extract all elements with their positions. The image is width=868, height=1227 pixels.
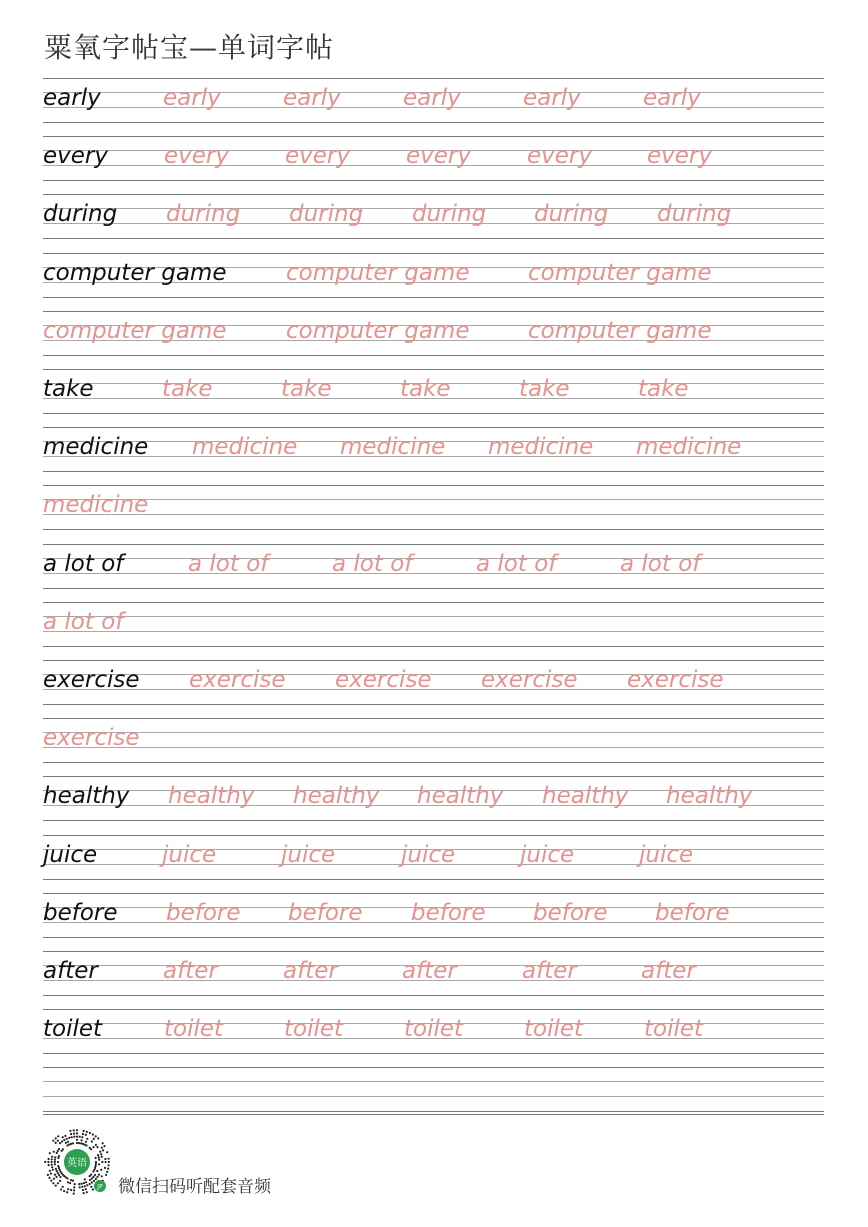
rule-line — [43, 646, 824, 647]
rule-line — [43, 704, 824, 705]
trace-word: healthy — [168, 783, 255, 810]
rule-line — [43, 544, 824, 545]
rule-line — [43, 820, 824, 821]
trace-word: during — [289, 201, 364, 228]
model-word: medicine — [43, 434, 149, 461]
writing-row — [43, 78, 824, 136]
trace-word: every — [406, 143, 471, 170]
rule-line — [43, 995, 824, 996]
trace-word: juice — [520, 841, 575, 868]
rule-line — [43, 427, 824, 428]
trace-word: after — [163, 958, 218, 984]
trace-word: during — [166, 201, 241, 228]
rule-line — [43, 951, 824, 952]
trace-word: exercise — [335, 667, 432, 693]
trace-word: toilet — [164, 1016, 224, 1043]
rule-line — [43, 499, 824, 500]
trace-word: computer game — [528, 317, 712, 344]
rule-line — [43, 616, 824, 617]
writing-row — [43, 253, 824, 311]
rule-line — [43, 180, 824, 181]
rule-line — [43, 893, 824, 894]
qr-code-icon[interactable] — [42, 1128, 112, 1198]
model-word: every — [43, 143, 108, 170]
writing-row — [43, 194, 824, 252]
trace-word: a lot of — [332, 550, 413, 577]
rule-line — [43, 297, 824, 298]
rule-line — [43, 514, 824, 515]
model-word: exercise — [43, 667, 140, 693]
model-word: after — [43, 958, 98, 984]
trace-word: before — [288, 899, 363, 926]
rule-line — [43, 238, 824, 239]
page-title: 粟氧字帖宝—单词字帖 — [44, 31, 335, 64]
writing-row — [43, 544, 824, 602]
rule-line — [43, 879, 824, 880]
trace-word: after — [641, 958, 696, 984]
writing-row — [43, 1009, 824, 1067]
rule-line — [43, 660, 824, 661]
trace-word: take — [638, 376, 689, 402]
trace-word: medicine — [192, 434, 298, 461]
trace-word: exercise — [43, 725, 140, 752]
rule-line — [43, 762, 824, 763]
rule-line — [43, 78, 824, 79]
writing-row — [43, 951, 824, 1009]
rule-line — [43, 1009, 824, 1010]
rule-line — [43, 747, 824, 748]
rule-line — [43, 311, 824, 312]
trace-word: a lot of — [620, 550, 701, 577]
rule-line — [43, 355, 824, 356]
trace-word: take — [400, 376, 451, 402]
writing-row — [43, 776, 824, 834]
rule-line — [43, 558, 824, 559]
trace-word: exercise — [627, 667, 724, 693]
writing-row — [43, 602, 824, 660]
rule-line — [43, 602, 824, 603]
rule-line — [43, 1053, 824, 1054]
writing-row — [43, 427, 824, 485]
trace-word: early — [523, 85, 581, 111]
writing-row — [43, 893, 824, 951]
trace-word: juice — [401, 841, 456, 868]
rule-line — [43, 136, 824, 137]
rule-line — [43, 835, 824, 836]
rule-line — [43, 776, 824, 777]
model-word: before — [43, 899, 118, 926]
trace-word: after — [402, 958, 457, 984]
trace-word: toilet — [644, 1016, 704, 1043]
trace-word: every — [527, 143, 592, 170]
rule-line — [43, 718, 824, 719]
rule-line — [43, 1081, 824, 1082]
rule-line — [43, 122, 824, 123]
rule-line — [43, 573, 824, 574]
bottom-rule — [43, 1114, 824, 1115]
rule-line — [43, 529, 824, 530]
trace-word: early — [163, 85, 221, 111]
writing-row — [43, 835, 824, 893]
trace-word: before — [166, 899, 241, 926]
model-word: computer game — [43, 259, 227, 286]
trace-word: juice — [281, 841, 336, 868]
trace-word: computer game — [528, 259, 712, 286]
rule-line — [43, 253, 824, 254]
rule-line — [43, 1111, 824, 1112]
trace-word: early — [643, 85, 701, 111]
model-word: early — [43, 85, 101, 111]
trace-word: computer game — [43, 317, 227, 344]
trace-word: healthy — [417, 783, 504, 810]
rule-line — [43, 1067, 824, 1068]
rule-line — [43, 1096, 824, 1097]
trace-word: medicine — [340, 434, 446, 461]
trace-word: before — [411, 899, 486, 926]
trace-word: healthy — [293, 783, 380, 810]
trace-word: every — [647, 143, 712, 170]
rule-line — [43, 937, 824, 938]
trace-word: healthy — [666, 783, 753, 810]
rule-line — [43, 732, 824, 733]
model-word: juice — [43, 841, 98, 868]
model-word: healthy — [43, 783, 130, 810]
model-word: take — [43, 376, 94, 402]
qr-corner-text: JP — [97, 1183, 103, 1191]
trace-word: during — [412, 201, 487, 228]
trace-word: during — [534, 201, 609, 228]
scan-instruction: 微信扫码听配套音频 — [118, 1177, 271, 1197]
writing-row — [43, 485, 824, 543]
qr-badge-text: 英语 — [67, 1158, 87, 1169]
rule-line — [43, 631, 824, 632]
trace-word: after — [522, 958, 577, 984]
trace-word: healthy — [542, 783, 629, 810]
rule-line — [43, 369, 824, 370]
trace-word: toilet — [404, 1016, 464, 1043]
rule-line — [43, 413, 824, 414]
trace-word: medicine — [488, 434, 594, 461]
trace-word: early — [403, 85, 461, 111]
rule-line — [43, 194, 824, 195]
trace-word: exercise — [189, 667, 286, 693]
rule-line — [43, 471, 824, 472]
writing-row — [43, 718, 824, 776]
model-word: during — [43, 201, 118, 228]
trace-word: toilet — [284, 1016, 344, 1043]
rule-line — [43, 485, 824, 486]
trace-word: every — [164, 143, 229, 170]
writing-row — [43, 136, 824, 194]
trace-word: medicine — [636, 434, 742, 461]
trace-word: before — [655, 899, 730, 926]
trace-word: juice — [162, 841, 217, 868]
trace-word: exercise — [481, 667, 578, 693]
trace-word: during — [657, 201, 732, 228]
trace-word: take — [281, 376, 332, 402]
writing-row — [43, 1067, 824, 1125]
writing-row — [43, 311, 824, 369]
trace-word: medicine — [43, 492, 149, 519]
trace-word: after — [283, 958, 338, 984]
model-word: toilet — [43, 1016, 103, 1043]
trace-word: a lot of — [43, 608, 124, 635]
model-word: a lot of — [43, 550, 124, 577]
rule-line — [43, 588, 824, 589]
writing-row — [43, 660, 824, 718]
trace-word: a lot of — [188, 550, 269, 577]
trace-word: take — [519, 376, 570, 402]
trace-word: take — [162, 376, 213, 402]
trace-word: a lot of — [476, 550, 557, 577]
trace-word: early — [283, 85, 341, 111]
worksheet-grid — [43, 78, 824, 1118]
trace-word: every — [285, 143, 350, 170]
trace-word: before — [533, 899, 608, 926]
trace-word: computer game — [286, 317, 470, 344]
trace-word: computer game — [286, 259, 470, 286]
trace-word: toilet — [524, 1016, 584, 1043]
trace-word: juice — [639, 841, 694, 868]
writing-row — [43, 369, 824, 427]
